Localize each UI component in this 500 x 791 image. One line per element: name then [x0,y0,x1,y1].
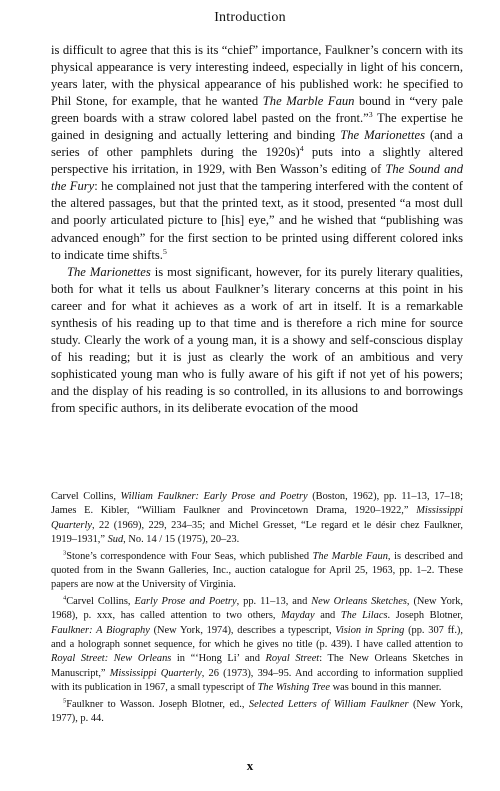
text-run: , (New York, 1968), p. xxx, has called attention to two others, [51,595,464,622]
italic-run: The Marble Faun [312,550,388,562]
body-text [51,42,463,417]
text-run: Stone’s correspondence with Four Seas, which published [66,550,313,562]
text-run: is difficult to agree that this is its “chief” importance, Faulkner’s concern with its physical appearance is very interesting indeed, especially in light of his concern, years later, with the physical appearance of his published work: he specified to Phil Stone, for example, that he wanted [51,43,463,109]
italic-run: Faulkner: A Biography [51,624,150,636]
italic-run: The Marionettes [67,264,151,279]
text-run: was bound in this manner. [330,682,442,694]
italic-run: Mayday [281,610,315,622]
paragraph [51,42,463,264]
text-run: , pp. 11–13, and [236,595,312,607]
footnote-5 [51,698,463,727]
text-run: , 22 (1969), 229, 234–35; and Michel Gresset, “Le regard et le désir chez Faulkner, 1919–1931,” [51,519,463,546]
italic-run: Selected Letters of William Faulkner [248,698,409,710]
italic-run: Mississippi Quarterly [51,505,463,531]
text-run: (and a series of other pamphlets during the 1920s) [51,128,463,160]
italic-run: William Faulkner: Early Prose and Poetry [120,491,308,502]
text-run: is most significant, however, for its purely literary qualities, both for what it tells us about Faulkner’s literary concerns at this point in his career and for what it achieves as a work of art in itself. It is a remarkable synthesis of his reading up to that time and is therefore a rich mine for source study. Clearly the work of a young man, it is a showy and self-conscious display of his reading; but it is just as clearly the work of an ambitious and very sophisticated young man who is fully aware of his gift if not yet of his powers; and the display of his reading is so controlled, in its allusions to and borrowings from specific authors, in its deliberate evocation of the mood [51,264,463,415]
note-reference: 5 [162,246,167,256]
page-number: x [246,758,254,773]
text-run: Faulkner to Wasson. Joseph Blotner, ed., [66,698,249,710]
footnotes [51,490,463,729]
italic-run: New Orleans Sketches [311,595,407,607]
note-reference: 3 [63,549,67,557]
text-run: (pp. 307 ff.), and a holograph sonnet sequence, for which he gives no title (p. 439). I have called attention to [51,624,463,651]
italic-run: The Sound and the Fury [51,162,463,194]
text-run: The expertise he gained in designing and actually lettering and binding [51,111,463,143]
paragraph [51,264,463,417]
text-run: Carvel Collins, [66,595,135,607]
text-run: bound in “very pale green boards with a straw colored label pasted on the front.” [51,94,463,126]
text-run: . Joseph Blotner, [387,610,463,622]
italic-run: The Wishing Tree [257,682,330,694]
text-run: (Boston, 1962), pp. 11–13, 17–18; James E. Kibler, “William Faulkner and Provincetown Drama, 1920–1922,” [51,491,464,517]
italic-run: Early Prose and Poetry [134,595,237,607]
italic-run: The Marionettes [340,128,425,143]
text-run: puts into a slightly altered perspective his irritation, in 1929, with Ben Wasson’s editing of [51,145,464,177]
italic-run: Vision in Spring [335,624,405,636]
text-run: , is described and quoted from in the Swann Galleries, Inc., auction catalogue for April 25, 1963, pp. 1–2. These papers are now at the University of Virginia. [51,550,463,591]
note-reference: 3 [368,110,373,119]
text-run: and [314,610,341,622]
note-reference: 4 [63,594,67,602]
note-reference: 4 [299,144,304,154]
text-run: (New York, 1974), describes a typescript, [149,624,336,636]
italic-run: Sud [107,534,124,546]
italic-run: The Lilacs [340,610,388,622]
text-run: Carvel Collins, [51,491,121,502]
text-run: : The New Orleans Sketches in Manuscript,” [51,653,464,679]
footnote-3 [51,550,463,593]
text-run: in “‘Hong Li’ and [171,653,266,665]
footnote-continuation [51,490,463,548]
text-run: : he complained not just that the tampering interfered with the content of the altered passages, but that the printed text, as it stood, presented “a most dull and poorly articulated picture to [his] eye,” and he wished that “publishing was advanced enough” for the first section to be printed using different colored inks to indicate time shifts. [51,179,464,262]
italic-run: The Marble Faun [262,94,355,109]
running-header: Introduction [214,10,286,25]
text-run: , 26 (1973), 394–95. And according to information supplied with its publication in 1967, a small typescript of [51,667,463,694]
note-reference: 5 [63,697,67,705]
footnote-4 [51,595,463,696]
text-run: , No. 14 / 15 (1975), 20–23. [123,534,240,546]
italic-run: Royal Street [265,653,320,665]
text-run: (New York, 1977), p. 44. [51,698,463,725]
italic-run: Mississippi Quarterly [109,667,202,679]
italic-run: Royal Street: New Orleans [51,653,172,665]
